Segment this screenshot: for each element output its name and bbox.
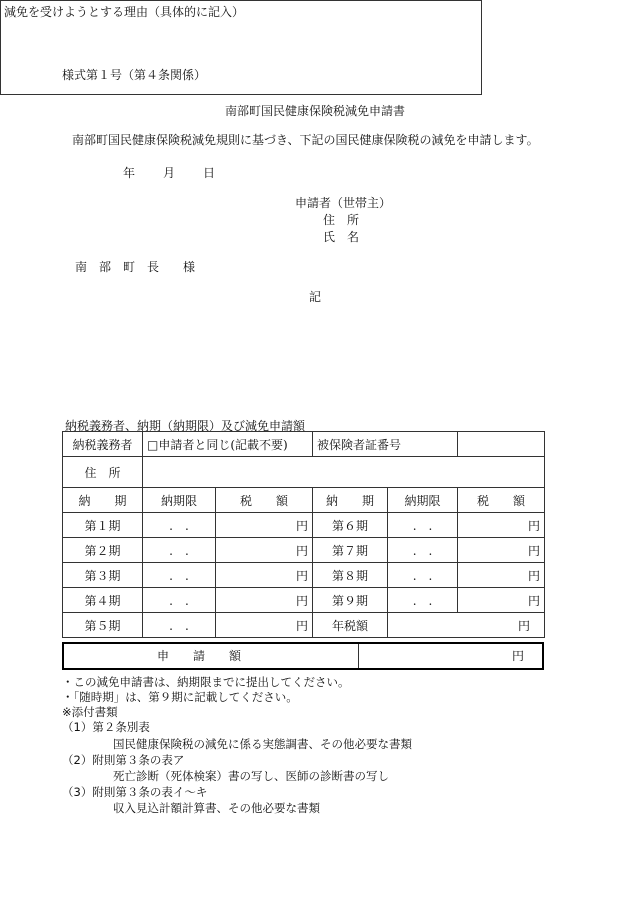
request-amount-row: [62, 642, 544, 670]
applicant-name-label: 氏 名: [323, 230, 360, 244]
intro-text: 南部町国民健康保険税減免規則に基づき、下記の国民健康保険税の減免を申請します。: [72, 133, 539, 147]
reason-label: 減免を受けようとする理由（具体的に記入）: [4, 5, 245, 19]
due-date-field[interactable]: . .: [143, 563, 216, 588]
address-row: [63, 457, 545, 488]
due-date-field[interactable]: . .: [388, 513, 458, 538]
due-date-field[interactable]: . .: [388, 538, 458, 563]
applicant-label: 申請者（世帯主）: [295, 196, 392, 210]
attachment-2-detail: 死亡診断（死体検案）書の写し、医師の診断書の写し: [113, 769, 389, 783]
amount-field[interactable]: 円: [216, 588, 313, 613]
insured-number-field[interactable]: [458, 432, 545, 457]
taxpayer-row: [63, 432, 545, 457]
period-label: 第８期: [313, 563, 388, 588]
attachments-title: ※添付書類: [62, 705, 118, 719]
table-row: [63, 613, 545, 638]
amount-field[interactable]: 円: [458, 563, 545, 588]
amount-field[interactable]: 円: [216, 563, 313, 588]
header-due-right: 納期限: [388, 488, 458, 513]
date-day-label: 日: [203, 166, 216, 180]
header-row: [63, 488, 545, 513]
table-address-field[interactable]: [143, 457, 545, 488]
attachment-3-title: （3）附則第３条の表イ〜キ: [62, 785, 208, 799]
table-row: [63, 538, 545, 563]
attachment-1-title: （1）第２条別表: [62, 720, 150, 734]
annual-tax-label: 年税額: [313, 613, 388, 638]
ki-heading: 記: [309, 290, 322, 304]
attachment-1-detail: 国民健康保険税の減免に係る実態調書、その他必要な書類: [113, 737, 412, 751]
addressee: 南 部 町 長 様: [75, 260, 196, 274]
request-amount-field[interactable]: 円: [511, 649, 524, 663]
date-month-label: 月: [163, 166, 176, 180]
amount-field[interactable]: 円: [458, 513, 545, 538]
header-period-right: 納 期: [313, 488, 388, 513]
amount-field[interactable]: 円: [216, 613, 313, 638]
header-due-left: 納期限: [143, 488, 216, 513]
table-row: [63, 588, 545, 613]
period-label: 第５期: [63, 613, 143, 638]
insured-number-label: 被保険者証番号: [313, 432, 458, 457]
period-label: 第３期: [63, 563, 143, 588]
table-address-label: 住 所: [63, 457, 143, 488]
taxpayer-label: 納税義務者: [63, 432, 143, 457]
due-date-field[interactable]: . .: [143, 538, 216, 563]
due-date-field[interactable]: . .: [388, 588, 458, 613]
request-amount-label: 申請額: [64, 644, 359, 668]
date-year-label: 年: [123, 166, 136, 180]
period-label: 第１期: [63, 513, 143, 538]
amount-field[interactable]: 円: [458, 538, 545, 563]
due-date-field[interactable]: . .: [143, 588, 216, 613]
header-period-left: 納 期: [63, 488, 143, 513]
attachment-2-title: （2）附則第３条の表ア: [62, 753, 185, 767]
amount-field[interactable]: 円: [216, 538, 313, 563]
table-row: [63, 563, 545, 588]
period-label: 第９期: [313, 588, 388, 613]
due-date-field[interactable]: . .: [143, 513, 216, 538]
due-date-field[interactable]: . .: [143, 613, 216, 638]
tax-table: [62, 431, 545, 638]
header-amount-right: 税 額: [458, 488, 545, 513]
note-submit-deadline: ・この減免申請書は、納期限までに提出してください。: [62, 675, 350, 689]
same-as-applicant-checkbox[interactable]: □申請者と同じ(記載不要): [143, 432, 313, 457]
table-row: [63, 513, 545, 538]
period-label: 第６期: [313, 513, 388, 538]
period-label: 第４期: [63, 588, 143, 613]
attachment-3-detail: 収入見込計額計算書、その他必要な書類: [113, 801, 320, 815]
applicant-address-label: 住 所: [323, 213, 360, 227]
period-label: 第７期: [313, 538, 388, 563]
due-date-field[interactable]: . .: [388, 563, 458, 588]
form-number-label: 様式第１号（第４条関係）: [62, 68, 207, 82]
header-amount-left: 税 額: [216, 488, 313, 513]
amount-field[interactable]: 円: [458, 588, 545, 613]
period-label: 第２期: [63, 538, 143, 563]
annual-tax-field[interactable]: 円: [388, 613, 545, 638]
tax-section-title: 納税義務者、納期（納期限）及び減免申請額: [65, 419, 306, 433]
note-ad-hoc-period: ・「随時期」は、第９期に記載してください。: [62, 690, 298, 704]
document-title: 南部町国民健康保険税減免申請書: [224, 104, 405, 118]
amount-field[interactable]: 円: [216, 513, 313, 538]
